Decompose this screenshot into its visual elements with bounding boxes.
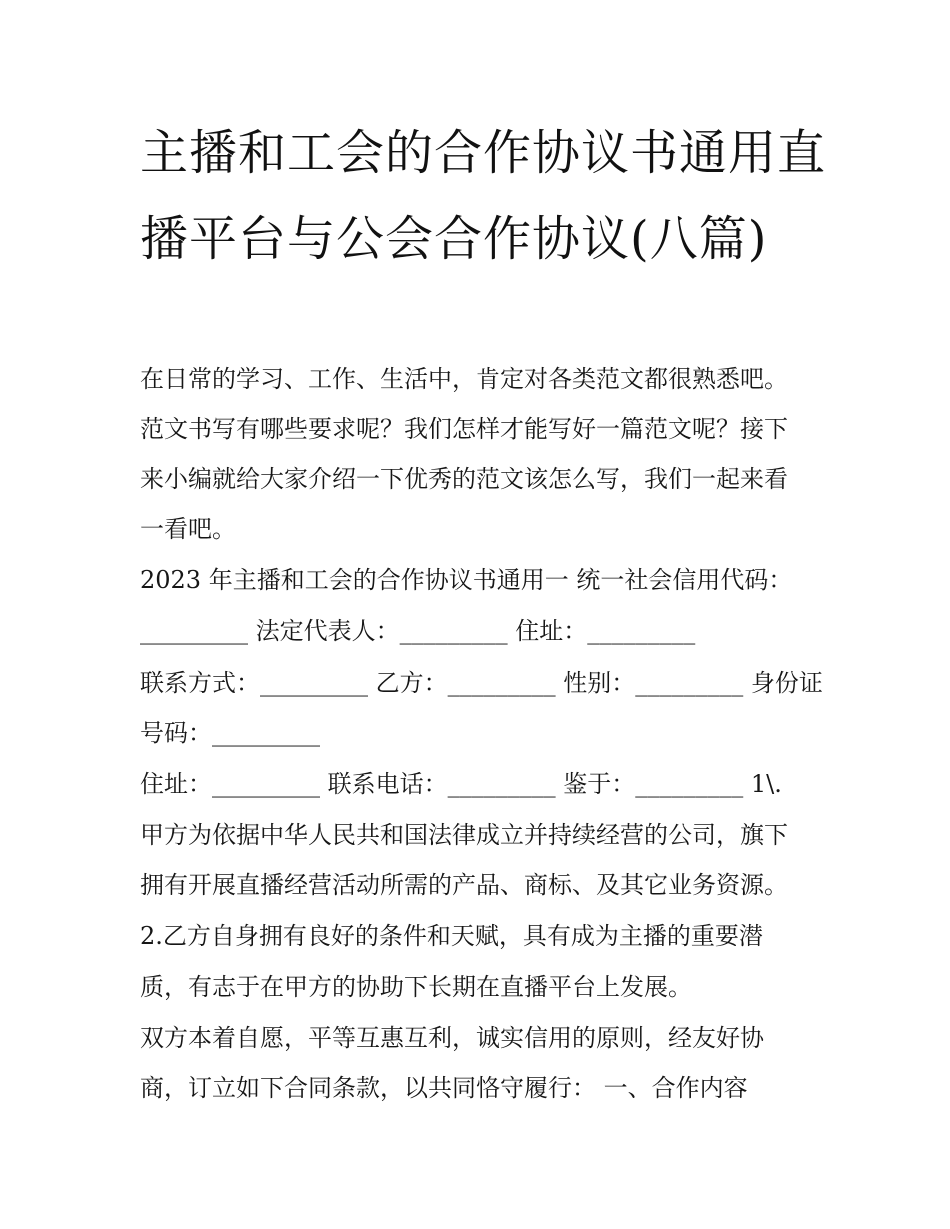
form-line: 号码：_________ — [140, 719, 320, 747]
form-line: 联系方式：_________ 乙方：_________ 性别：_________ 身份证 — [140, 669, 823, 697]
paragraph-line: 双方本着自愿，平等互惠互利，诚实信用的原则，经友好协 — [140, 1024, 764, 1052]
paragraph-line: 一看吧。 — [140, 515, 236, 543]
paragraph-line: 2.乙方自身拥有良好的条件和天赋，具有成为主播的重要潜 — [140, 922, 763, 950]
paragraph-line: 2023 年主播和工会的合作协议书通用一 统一社会信用代码： — [140, 566, 793, 594]
paragraph-line: 质，有志于在甲方的协助下长期在直播平台上发展。 — [140, 973, 692, 1001]
document-title: 主播和工会的合作协议书通用直播平台与公会合作协议(八篇) — [140, 125, 827, 267]
form-line: _________ 法定代表人：_________ 住址：_________ — [140, 617, 696, 645]
paragraph-line: 甲方为依据中华人民共和国法律成立并持续经营的公司，旗下 — [140, 821, 788, 849]
paragraph-line: 在日常的学习、工作、生活中，肯定对各类范文都很熟悉吧。 — [140, 365, 788, 393]
paragraph-line: 拥有开展直播经营活动所需的产品、商标、及其它业务资源。 — [140, 871, 788, 899]
paragraph-line: 商，订立如下合同条款，以共同恪守履行： 一、合作内容 — [140, 1074, 748, 1102]
form-line: 住址：_________ 联系电话：_________ 鉴于：_________ 1\. — [140, 770, 782, 798]
paragraph-line: 来小编就给大家介绍一下优秀的范文该怎么写，我们一起来看 — [140, 465, 788, 493]
paragraph-line: 范文书写有哪些要求呢？我们怎样才能写好一篇范文呢？接下 — [140, 415, 788, 443]
